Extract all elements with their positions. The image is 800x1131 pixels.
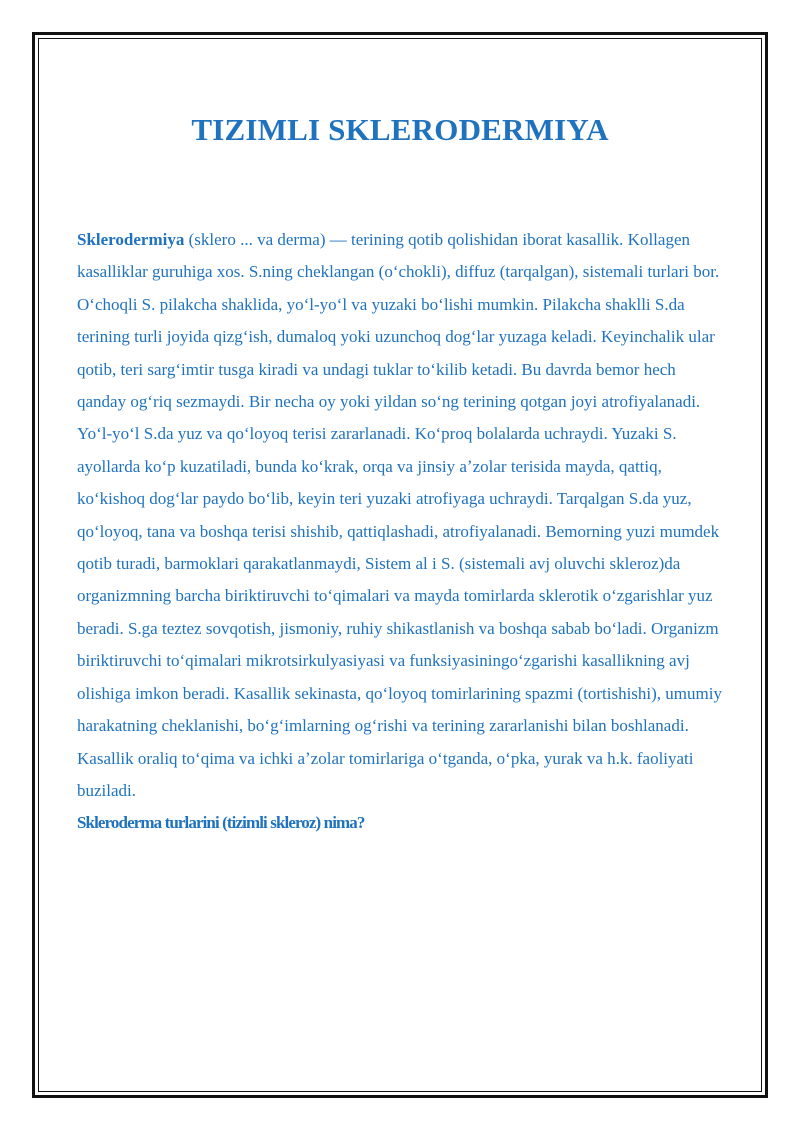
lead-term: Sklerodermiya [77, 230, 185, 249]
page-title: TIZIMLI SKLERODERMIYA [191, 112, 609, 147]
article-paragraph [77, 224, 727, 807]
section-question: Skleroderma turlarini (tizimli skleroz) nima? [77, 813, 365, 833]
article-body [77, 224, 727, 840]
paragraph-text: (sklero ... va derma) — terining qotib qolishidan iborat kasallik. Kollagen kasalliklar guruhiga xos. S.ning cheklangan (oʻchokli), diffuz (tarqalgan), sistemali turlari bor. Oʻchoqli S. pilakcha shaklida, yoʻl-yoʻl va yuzaki boʻlishi mumkin. Pilakcha shaklli S.da terining turli joyida qizgʻish, dumaloq yoki uzunchoq dogʻlar yuzaga keladi. Keyinchalik ular qotib, teri sargʻimtir tusga kiradi va undagi tuklar toʻkilib ketadi. Bu davrda bemor hech qanday ogʻriq sezmaydi. Bir necha oy yoki yildan soʻng terining qotgan joyi atrofiyalanadi. Yoʻl-yoʻl S.da yuz va qoʻloyoq terisi zararlanadi. Koʻproq bolalarda uchraydi. Yuzaki S. ayollarda koʻp kuzatiladi, bunda koʻkrak, orqa va jinsiy aʼzolar terisida mayda, qattiq, koʻkishoq dogʻlar paydo boʻlib, keyin teri yuzaki atrofiyaga uchraydi. Tarqalgan S.da yuz, qoʻloyoq, tana va boshqa terisi shishib, qattiqlashadi, atrofiyalanadi. Bemorning yuzi mumdek qotib turadi, barmoklari qarakatlanmaydi, Sistem al i S. (sistemali avj oluvchi skleroz)da organizmning barcha biriktiruvchi toʻqimalari va mayda tomirlarda sklerotik oʻzgarishlar yuz beradi. S.ga teztez sovqotish, jismoniy, ruhiy shikastlanish va boshqa sabab boʻladi. Organizm biriktiruvchi toʻqimalari mikrotsirkulyasiyasi va funksiyasiningoʻzgarishi kasallikning avj olishiga imkon beradi. Kasallik sekinasta, qoʻloyoq tomirlarining spazmi (tortishishi), umumiy harakatning cheklanishi, boʻgʻimlarning ogʻrishi va terining zararlanishi bilan boshlanadi. Kasallik oraliq toʻqima va ichki aʼzolar tomirlariga oʻtganda, oʻpka, yurak va h.k. faoliyati buziladi. [77, 230, 722, 800]
